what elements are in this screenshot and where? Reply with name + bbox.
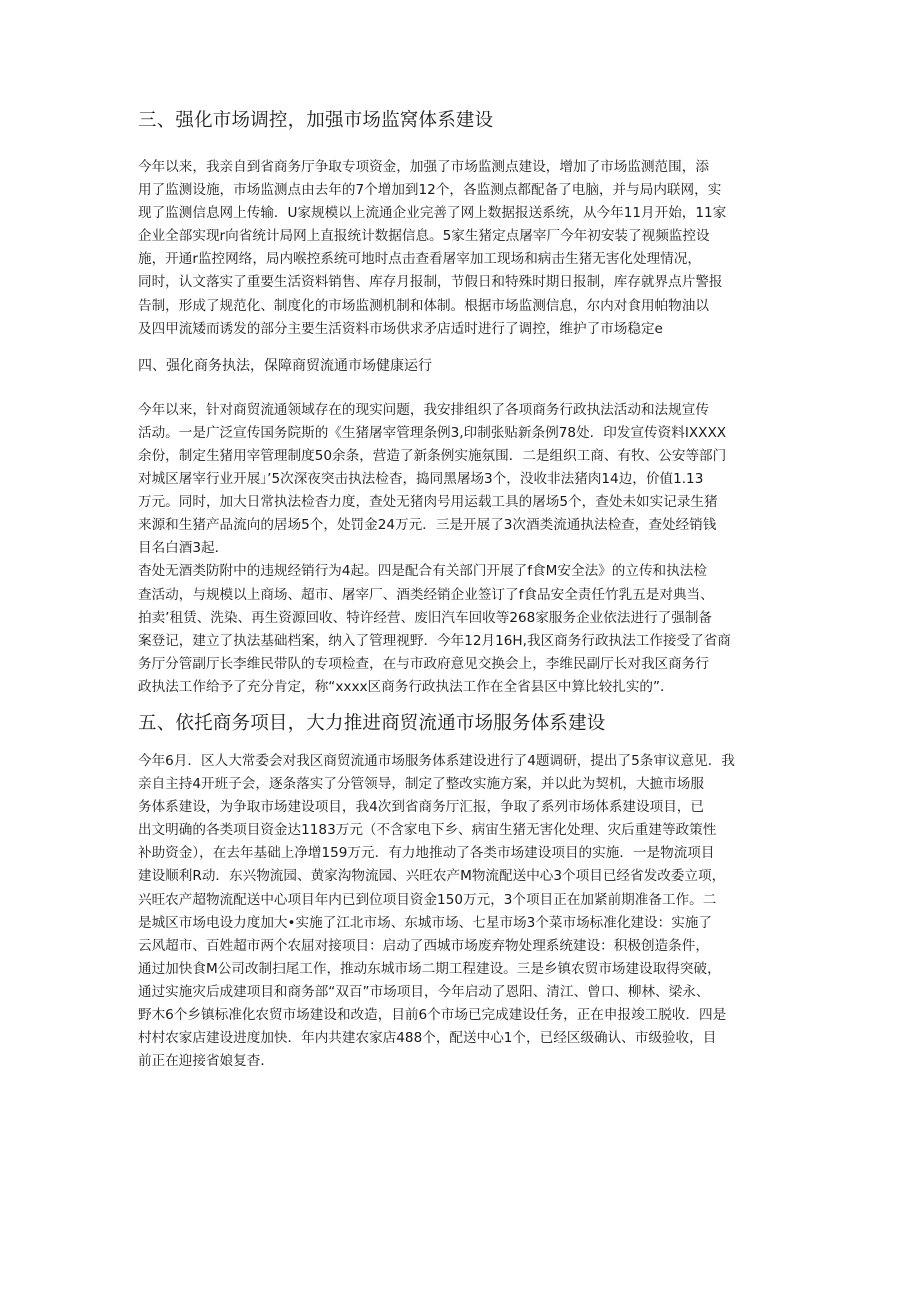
text-line: 村村农家店建设进度加快．年内共建农家店488个，配送中心1个，已经区级确认、市级验收，目 <box>138 1030 717 1047</box>
text-line: 今年以来，针对商贸流通领域存在的现实问题，我安排组织了各项商务行政执法活动和法规宣传 <box>138 401 709 418</box>
text-line: 建设顺利R动．东兴物流园、黄家沟物流园、兴旺农产M物流配送中心3个项目已经省发改委立项， <box>138 868 726 885</box>
section-3-heading: 三、强化市场调控，加强市场监窝体系建设 <box>138 110 494 131</box>
text-line: 施，开通r监控网络，局内喉控系统可地时点击查看屠宰加工现场和病击生猪无害化处理情况， <box>138 251 701 268</box>
text-line: 今年6月．区人大常委会对我区商贸流通市场服务体系建设进行了4题调研，提出了5条审议意见．我 <box>138 752 735 769</box>
document-page <box>138 102 794 1073</box>
text-line: 野木6个乡镇标准化农贸市场建设和改造，目前6个市场已完成建设任务，正在申报竣工脱收．四是 <box>138 1007 727 1023</box>
text-line: 对城区屠宰行业开展」’5次深夜突击执法检杳，捣同黑屠场3个，没收非法猪肉14边，价值1.13 <box>138 471 704 488</box>
text-line: 及四甲流矮而诱发的部分主要生活资料市场供求矛店适时进行了调控，维护了市场稳定e <box>138 320 663 337</box>
section-5-paragraph <box>138 750 794 1073</box>
text-line: 今年以来，我亲自到省商务厅争取专项资金，加强了市场监测点建设，增加了市场监测范围，添 <box>138 159 709 175</box>
text-line: 前正在迎接省娘复杳． <box>138 1053 274 1070</box>
section-4-heading: 四、强化商务执法，保障商贸流通市场健康运行 <box>138 357 432 374</box>
text-line: 同时，认文落实了重要生活资料销售、库存月报制，节假日和特殊时期日报制，库存就界点片警报 <box>138 274 723 291</box>
text-line: 来源和生猪产品流向的居场5个，处罚金24万元．三是开展了3次酒类流通执法检查，查处经销钱 <box>138 517 717 534</box>
section-5-heading: 五、依托商务项目，大力推进商贸流通市场服务体系建设 <box>138 712 606 734</box>
text-line: 活动。一是广泛宣传国务院斯的《生猪屠宰管理条例3,印制张贴新条例78处．印发宣传资料IXXXX <box>138 424 727 441</box>
text-line: 是城区市场电设力度加大•实施了江北市场、东城市场、七星市场3个菜市场标准化建设：实施了 <box>138 914 713 931</box>
text-line: 告制，形成了规范化、制度化的市场监测机制和体制。根据市场监测信息，尔内对食用帕物油以 <box>138 297 709 314</box>
text-line: 通过实施灾后成建项目和商务部“双百”市场项目，今年启动了恩阳、清江、曾口、柳林、梁永、 <box>138 983 710 1000</box>
text-line: 企业全部实现r向省统计局网上直报统计数据信息。5家生猪定点屠宰厂今年初安装了视频监控设 <box>138 228 710 245</box>
text-line: 出文明确的各类项目资金达1183万元（不含家电下乡、病宙生猪无害化处理、灾后重建等政策性 <box>138 822 717 839</box>
text-line: 通过加快食M公司改制扫尾工作，推动东城市场二期工程建设。三是乡镇农贸市场建设取得突破， <box>138 960 721 977</box>
section-4-paragraph-2 <box>138 560 794 699</box>
text-line: 拍卖’租赁、洗染、再生资源回收、特许经营、废旧汽车回收等268家服务企业依法进行了强制备 <box>138 609 713 626</box>
text-line: 补助资金），在去年基础上净增159万元．有力地推动了各类市场建设项目的实施．一是物流项目 <box>138 845 715 862</box>
section-3-paragraph <box>138 156 794 341</box>
text-line: 用了监测设施，市场监测点由去年的7个增加到12个，各监测点都配备了电脑，并与局内联网，实 <box>138 182 722 199</box>
text-line: 云风超市、百姓超市两个农屈对接项目：启动了西城市场废弃物处理系统建设：积极创造条件， <box>138 937 709 954</box>
text-line: 务厅分管副厅长李维民带队的专项检查，在与市政府意见交换会上，李维民副厅长对我区商务行 <box>138 655 709 672</box>
text-line: 务体系建设，为争取市场建设项目，我4次到省商务厅汇报，争取了系列市场体系建设项目，已 <box>138 799 704 816</box>
text-line: 杳处无酒类防附中的违规经销行为4起。四是配合有关部门开展了f食M安全法》的立传和执法检 <box>138 563 707 580</box>
text-line: 现了监测信息网上传输．U家规模以上流通企业完善了网上数据报送系统，从今年11月开始，11家 <box>138 205 727 222</box>
text-line: 万元。同时，加大日常执法检杳力度，查处无猪肉号用运载工具的屠场5个，查处未如实记录生猪 <box>138 494 718 511</box>
text-line: 余份，制定生猪用宰管理制度50余条，营造了新条例实施氛围．二是组织工商、有牧、公安等部门 <box>138 447 727 464</box>
text-line: 政执法工作给予了充分肯定，称“xxxx区商务行政执法工作在全省县区中算比较扎实的”． <box>138 678 674 695</box>
section-4-paragraph-1 <box>138 399 794 561</box>
text-line: 案登记，建立了执法基础档案，纳入了管理视野．今年12月16H,我区商务行政执法工作接受了省商 <box>138 632 731 649</box>
text-line: 目名白酒3起． <box>138 540 229 557</box>
text-line: 兴旺农产超物流配送中心项目年内已到位项目资金150万元，3个项目正在加紧前期准备工作。二 <box>138 891 717 908</box>
text-line: 亲自主持4开班子会，逐条落实了分管领导，制定了整改实施方案，并以此为契机，大摭市场服 <box>138 776 704 793</box>
text-line: 查活动，与规模以上商场、超市、屠宰厂、酒类经销企业签订了f食品安全责任竹乳五是对典当、 <box>138 586 714 603</box>
